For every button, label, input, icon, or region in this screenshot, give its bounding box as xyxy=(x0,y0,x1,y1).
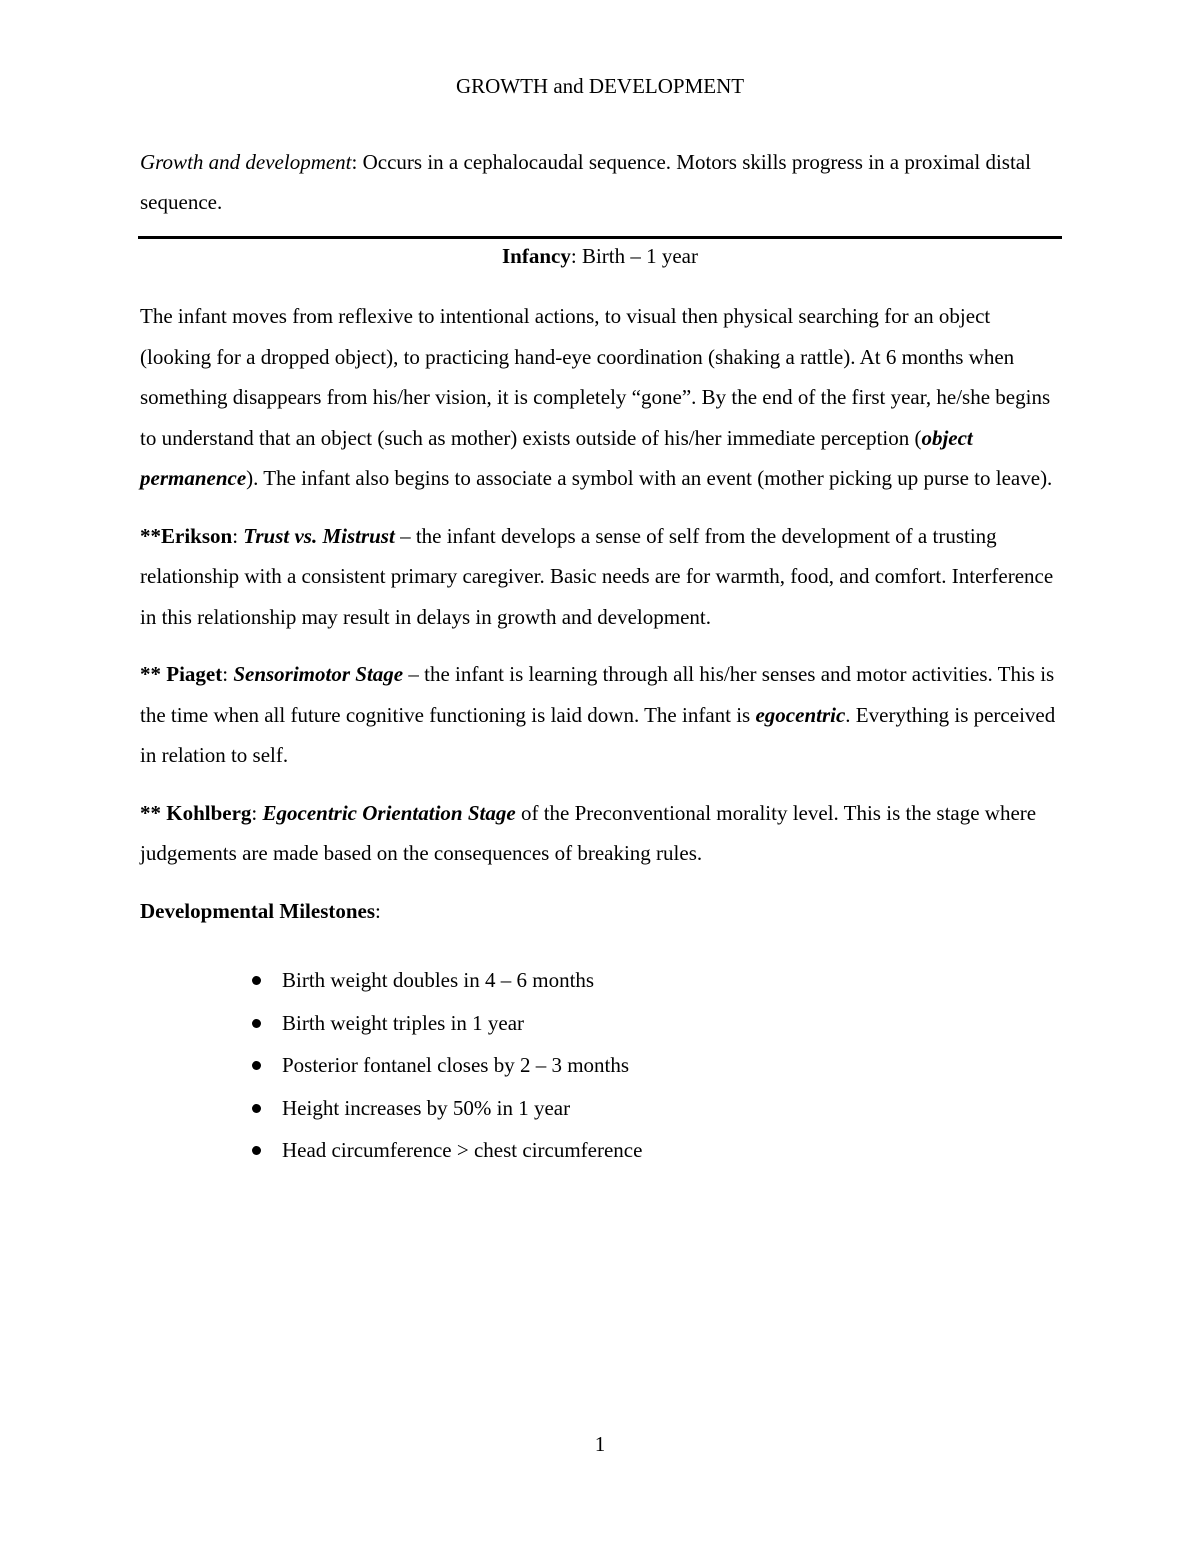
section-range: Birth – 1 year xyxy=(581,244,698,268)
erikson-text: – the infant develops a sense of self from the development of a trusting relationship with a consistent primary caregiver. Basic needs are for warmth, food, and comfort. Interference in this relationship may result in delays in growth and development. xyxy=(140,523,1054,629)
document-title: GROWTH and DEVELOPMENT xyxy=(455,74,745,98)
kohlberg-colon: : xyxy=(251,800,263,825)
list-item xyxy=(140,959,1060,1002)
section-body xyxy=(140,296,1060,1172)
infancy-paragraph xyxy=(140,296,1060,499)
intro-term: Growth and development xyxy=(140,150,352,174)
erikson-stage: Trust vs. Mistrust xyxy=(243,523,395,548)
list-item xyxy=(140,1002,1060,1045)
list-item-text: Birth weight triples in 1 year xyxy=(282,1010,525,1035)
milestones-colon: : xyxy=(375,898,381,923)
piaget-text-b: . Everything is perceived in relation to self. xyxy=(140,702,1056,767)
kohlberg-stage: Egocentric Orientation Stage xyxy=(262,800,516,825)
list-item-text: Birth weight doubles in 4 – 6 months xyxy=(282,968,595,992)
piaget-label: ** Piaget xyxy=(140,662,223,686)
bullet-icon xyxy=(252,1061,261,1070)
kohlberg-paragraph xyxy=(140,793,1060,874)
intro-text: Occurs in a cephalocaudal sequence. Motors skills progress in a proximal distal sequence. xyxy=(140,150,1031,214)
intro-paragraph xyxy=(140,142,1060,222)
kohlberg-text: of the Preconventional morality level. This is the stage where judgements are made based on the consequences of breaking rules. xyxy=(140,800,1037,865)
piaget-paragraph xyxy=(140,654,1060,776)
milestones-list xyxy=(140,959,1060,1172)
piaget-stage: Sensorimotor Stage xyxy=(233,662,404,686)
list-item xyxy=(140,1087,1060,1130)
section-heading xyxy=(0,242,1200,270)
list-item-text: Height increases by 50% in 1 year xyxy=(282,1095,571,1120)
list-item-text: Head circumference > chest circumference xyxy=(282,1138,643,1162)
bullet-icon xyxy=(252,1146,261,1155)
bullet-icon xyxy=(252,1104,261,1113)
bullet-icon xyxy=(252,1019,261,1028)
piaget-text-a: – the infant is learning through all his/her senses and motor activities. This is the time when all future cognitive functioning is laid down. The infant is xyxy=(140,662,1055,727)
section-label: Infancy xyxy=(501,244,571,268)
section-divider xyxy=(138,236,1062,239)
list-item-text: Posterior fontanel closes by 2 – 3 months xyxy=(282,1053,630,1077)
erikson-colon: : xyxy=(232,523,244,548)
piaget-colon: : xyxy=(222,662,234,686)
erikson-paragraph xyxy=(140,516,1060,638)
infancy-text-b: ). The infant also begins to associate a symbol with an event (mother picking up purse to leave). xyxy=(246,466,1053,490)
page-number: 1 xyxy=(594,1432,606,1456)
infancy-text-a: The infant moves from reflexive to intentional actions, to visual then physical searching for an object (looking for a dropped object), to practicing hand-eye coordination (shaking a rattle). At 6 months when something disappears from his/her vision, it is completely “gone”. By the end of the first year, he/she begins to understand that an object (such as mother) exists outside of his/her immediate perception ( xyxy=(140,304,1051,450)
object-permanence-term: object permanence xyxy=(140,425,973,490)
list-item xyxy=(140,1129,1060,1172)
erikson-label: **Erikson xyxy=(140,523,233,548)
milestones-heading xyxy=(140,891,1060,932)
section-sep: : xyxy=(570,244,582,268)
bullet-icon xyxy=(252,976,261,985)
milestones-heading-text: Developmental Milestones xyxy=(140,898,376,923)
kohlberg-label: ** Kohlberg xyxy=(140,800,252,825)
egocentric-term: egocentric xyxy=(755,702,846,727)
intro-colon: : xyxy=(351,150,358,174)
list-item xyxy=(140,1044,1060,1087)
